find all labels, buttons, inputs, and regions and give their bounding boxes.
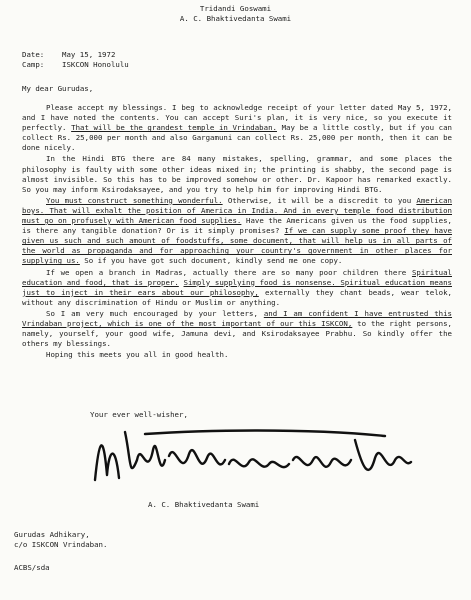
addressee-location: c/o ISKCON Vrindaban. [14, 540, 108, 549]
letter-body [22, 103, 452, 361]
underlined-text: And in every temple food distribution must go on profusely with American food supplies. [22, 205, 452, 226]
text-span: So I am very much encouraged by your letters, [46, 308, 264, 318]
closing-line: Your ever well-wisher, [90, 410, 188, 419]
underlined-text: If we can supply some proof they have given us such and such amount of foodstuffs, some document, that will help us in all parts of the world as propaganda and for approaching your country's government in other places for supplying us. [22, 226, 452, 266]
text-span: If we open a branch in Madras, actually there are so many poor children there [46, 267, 412, 277]
letter-meta [22, 50, 129, 70]
paragraph-4 [22, 268, 452, 308]
underlined-text: You must construct something wonderful. [46, 195, 223, 205]
camp-row [22, 60, 129, 70]
text-span: So if you have got such document, kindly send me one copy. [79, 256, 343, 266]
underlined-text: Simply supplying food is nonsense. Spiritual education means just to inject in their ears about our philosophy, [22, 277, 452, 297]
typist-initials: ACBS/sda [14, 563, 50, 572]
text-span: Please accept my blessings. I beg to acknowledge receipt of your letter dated May 5, 1972, and I have noted the contents. You can accept Suri's plan, it is very nice, so you execute it perfectly. [22, 103, 452, 133]
text-span: Otherwise, it will be a discredit to you [222, 195, 417, 205]
underlined-text: That will be the grandest temple in Vrindaban. [71, 123, 277, 133]
date-row [22, 50, 129, 60]
paragraph-3 [22, 196, 452, 267]
letterhead-title: Tridandi Goswami [199, 4, 272, 13]
signature-name: A. C. Bhaktivedanta Swami [148, 500, 260, 509]
camp-label: Camp: [22, 60, 45, 69]
underlined-text: American boys. [22, 195, 452, 215]
salutation: My dear Gurudas, [22, 84, 94, 93]
paragraph-5 [22, 309, 452, 349]
text-span: Have the Americans given us the food supplies, is there any tangible donation? Or is it simply promises? [22, 216, 452, 236]
addressee-name: Gurudas Adhikary, [14, 530, 90, 539]
text-span: In the Hindi BTG there are 84 many mistakes, spelling, grammar, and some places the philosophy is faulty with some other ideas mixed in; the printing is shabby, the second page is almost invisible. So this has to be improved somehow or other. Dr. Kapoor has remarked exactly. So you may inform Ksirodaksayee, and you try to help him for improving Hindi BTG. [22, 154, 452, 194]
date-label: Date: [22, 50, 45, 59]
addressee-block [14, 530, 107, 550]
handwritten-signature [85, 420, 415, 498]
underlined-text: and I am confident I have entrusted this Vrindaban project, which is one of the most important of our this ISKCON, [22, 308, 453, 328]
underlined-text: Spiritual education and food, that is proper. [22, 267, 452, 287]
text-span: May be a little costly, but if you can collect Rs. 25,000 per month and also Gargamuni can collect Rs. 25,000 per month, then it can be done nicely. [22, 123, 452, 153]
text-span: externally they chant beads, wear telok, without any discrimination of Hindu or Muslim or anything. [22, 287, 452, 307]
paragraph-6 [22, 350, 452, 360]
text-span: to the right persons, namely, yourself, your good wife, Jamuna devi, and Ksirodaksayee Prabhu. So kindly offer the others my blessings. [22, 318, 452, 349]
camp-value: ISKCON Honolulu [62, 60, 129, 69]
letterhead [0, 4, 471, 24]
letterhead-name: A. C. Bhaktivedanta Swami [179, 14, 292, 23]
text-span: Hoping this meets you all in good health. [46, 350, 229, 360]
paragraph-2 [22, 154, 452, 194]
paragraph-1 [22, 103, 452, 153]
date-value: May 15, 1972 [62, 50, 116, 59]
underlined-text: That will exhalt the position of America in India. [44, 205, 279, 215]
